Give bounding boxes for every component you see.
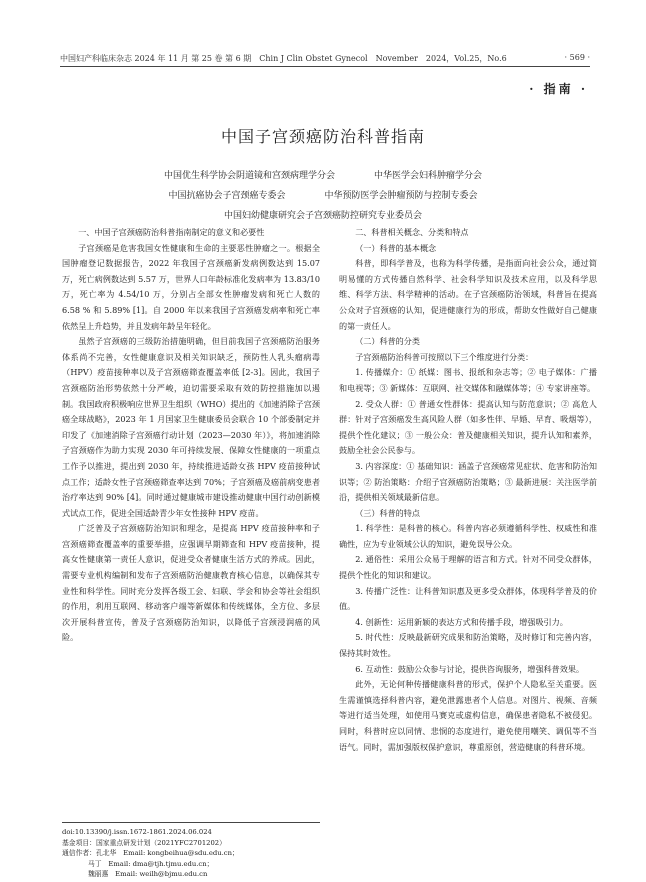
subsection-heading: （三）科普的特点 xyxy=(355,507,420,518)
paragraph: 1. 传播媒介：① 纸媒：图书、报纸和杂志等；② 电子媒体：广播和电视等；③ 新媒体：互联网、社交媒体和融媒体等；④ 专家讲座等。 xyxy=(339,367,597,393)
author-org: 中国妇幼健康研究会子宫颈癌防控研究专业委员会 xyxy=(223,211,422,221)
author-org: 中华预防医学会肿瘤预防与控制专委会 xyxy=(324,191,478,201)
journal-citation: 中国妇产科临床杂志 2024 年 11 月 第 25 卷 第 6 期 Chin J Clin Obstet Gynecol November 2024，Vol.25，No.6 xyxy=(60,54,507,63)
journal-header xyxy=(60,52,590,67)
paragraph: 6. 互动性：鼓励公众参与讨论，提供咨询服务，增强科普效果。 xyxy=(355,663,585,674)
doi: doi:10.13390/j.issn.1672-1861.2024.06.024 xyxy=(62,828,212,836)
paragraph: 5. 时代性：反映最新研究成果和防治策略，及时修订和完善内容，保持其时效性。 xyxy=(339,632,597,659)
author-org: 中华医学会妇科肿瘤学分会 xyxy=(373,171,482,181)
section-tag: · 指南 · xyxy=(529,82,588,96)
paragraph: 子宫颈癌防治科普可按照以下三个维度进行分类： xyxy=(355,351,534,362)
paragraph: 虽然子宫颈癌的三级防治措施明确，但目前我国子宫颈癌防治服务体系尚不完善，女性健康意识及相关知识缺乏，预防性人乳头瘤病毒（HPV）疫苗接种率以及子宫颈癌筛查覆盖率低 [2-3]。因此，我国子宫颈癌防治形势依然十分严峻，迫切需要采取有效的防控措施加以遏制。我国政府积极响应世界卫生组织（WHO）提出的《加速消除子宫颈癌全球战略》，2023 年 1 月国家卫生健康委员会联合 10 个部委制定并印发了《加速消除子宫颈癌行动计划（2023—2030 年）》，将加速消除子宫颈癌作为助力实现 2030 年可持续发展、保障女性健康的一项重点工作予以推进，提出到 2030 年，持续推进适龄女孩 HPV 疫苗接种试点工作；适龄女性子宫颈癌筛查率达到 70%；子宫颈癌及癌前病变患者治疗率达到 90% [4]。同时通过健康城市建设推动健康中国行动创新模式试点工作，促进全国适龄青少年女性接种 HPV 疫苗。 xyxy=(62,336,320,518)
paragraph: 2. 通俗性：采用公众易于理解的语言和方式。针对不同受众群体，提供个性化的知识和建议。 xyxy=(339,554,597,581)
paragraph: 子宫颈癌是危害我国女性健康和生命的主要恶性肿瘤之一。根据全国肿瘤登记数据报告，2022 年我国子宫颈癌新发病例数达到 15.07 万，死亡病例数达到 5.57 万，世界人口年龄标准化发病率为 13.83/10 万，死亡率为 4.54/10 万，分别占全部女性肿瘤发病和死亡人数的 6.58 % 和 5.89% [1]。自 2000 年以来我国子宫颈癌发病率和死亡率依然呈上升趋势，并且发病年龄呈年轻化。 xyxy=(62,242,320,331)
subsection-heading: （二）科普的分类 xyxy=(355,336,420,347)
corresponding-author: 通信作者：孔北华 Email: kongbeihua@sdu.edu.cn； xyxy=(62,849,239,857)
author-org: 中国优生科学协会阴道镜和宫颈病理学分会 xyxy=(164,171,336,181)
fund-info: 基金项目：国家重点研发计划（2021YFC2701202） xyxy=(62,838,226,847)
corresponding-author: 马丁 Email: dma@tjh.tjmu.edu.cn； xyxy=(88,859,214,868)
author-organizations xyxy=(0,166,646,226)
author-org: 中国抗癌协会子宫颈癌专委会 xyxy=(168,191,286,201)
paragraph: 2. 受众人群：① 普通女性群体：提高认知与防范意识；② 高危人群：针对子宫颈癌发生高风险人群（如多性伴、早婚、早育、吸烟等），提供个性化建议；③ 一般公众：普及健康相关知识，提升认知和素养，鼓励全社会公民参与。 xyxy=(339,398,597,456)
author-row xyxy=(0,186,646,206)
paragraph: 科普，即科学普及，也称为科学传播，是指面向社会公众，通过简明易懂的方式传播自然科学、社会科学知识及技术应用，以及科学思维、科学方法、科学精神的活动。在子宫颈癌防治领域，科普旨在提高公众对子宫颈癌的认知，促进健康行为的形成，帮助女性做好自己健康的第一责任人。 xyxy=(339,258,597,331)
paragraph: 3. 内容深度：① 基础知识：涵盖子宫颈癌常见症状、危害和防治知识等；② 防治策略：介绍子宫颈癌防治策略；③ 最新进展：关注医学前沿，提供相关领域最新信息。 xyxy=(339,460,597,503)
author-row xyxy=(0,166,646,186)
paragraph: 1. 科学性：是科普的核心。科普内容必须遵循科学性、权威性和准确性，应为专业领域公认的知识，避免误导公众。 xyxy=(339,523,597,549)
article-title: 中国子宫颈癌防治科普指南 xyxy=(220,127,425,146)
page-number: · 569 · xyxy=(564,53,590,62)
paragraph: 4. 创新性：运用新颖的表达方式和传播手段，增强吸引力。 xyxy=(355,616,568,627)
right-column xyxy=(339,225,597,755)
paragraph: 3. 传播广泛性：让科普知识惠及更多受众群体，体现科学普及的价值。 xyxy=(339,585,597,612)
paragraph: 广泛普及子宫颈癌防治知识和理念，是提高 HPV 疫苗接种率和子宫颈癌筛查覆盖率的重要举措，应强调早期筛查和 HPV 疫苗接种，提高女性健康第一责任人意识，促进受众者健康生活方式的养成。因此，需要专业机构编制和发布子宫颈癌防治健康教育核心信息，以确保其专业性和科学性。同时充分发挥各级工会、妇联、学会和协会等社会组织的作用，利用互联网、移动客户端等新媒体和传统媒体，全方位、多层次开展科普宣传，普及子宫颈癌防治知识，以降低子宫颈浸润癌的风险。 xyxy=(62,523,320,643)
corresponding-author: 魏丽惠 Email: weilh@bjmu.edu.cn xyxy=(88,870,208,878)
section-heading: 二、科普相关概念、分类和特点 xyxy=(355,227,469,237)
section-heading: 一、中国子宫颈癌防治科普指南制定的意义和必要性 xyxy=(78,227,265,237)
left-column xyxy=(62,225,320,646)
subsection-heading: （一）科普的基本概念 xyxy=(355,242,437,253)
paragraph: 此外，无论何种传播健康科普的形式，保护个人隐私至关重要。医生需谨慎选择科普内容，避免泄露患者个人信息。对图片、视频、音频等进行适当处理，如使用马赛克或虚构信息，确保患者隐私不被侵犯。同时，科普时应以同情、悲悯的态度进行，避免使用嘲笑、调侃等不当语气。同时，需加强版权保护意识，尊重原创，营造健康的科普环境。 xyxy=(339,679,597,752)
footnote xyxy=(62,822,320,880)
author-row xyxy=(0,206,646,226)
